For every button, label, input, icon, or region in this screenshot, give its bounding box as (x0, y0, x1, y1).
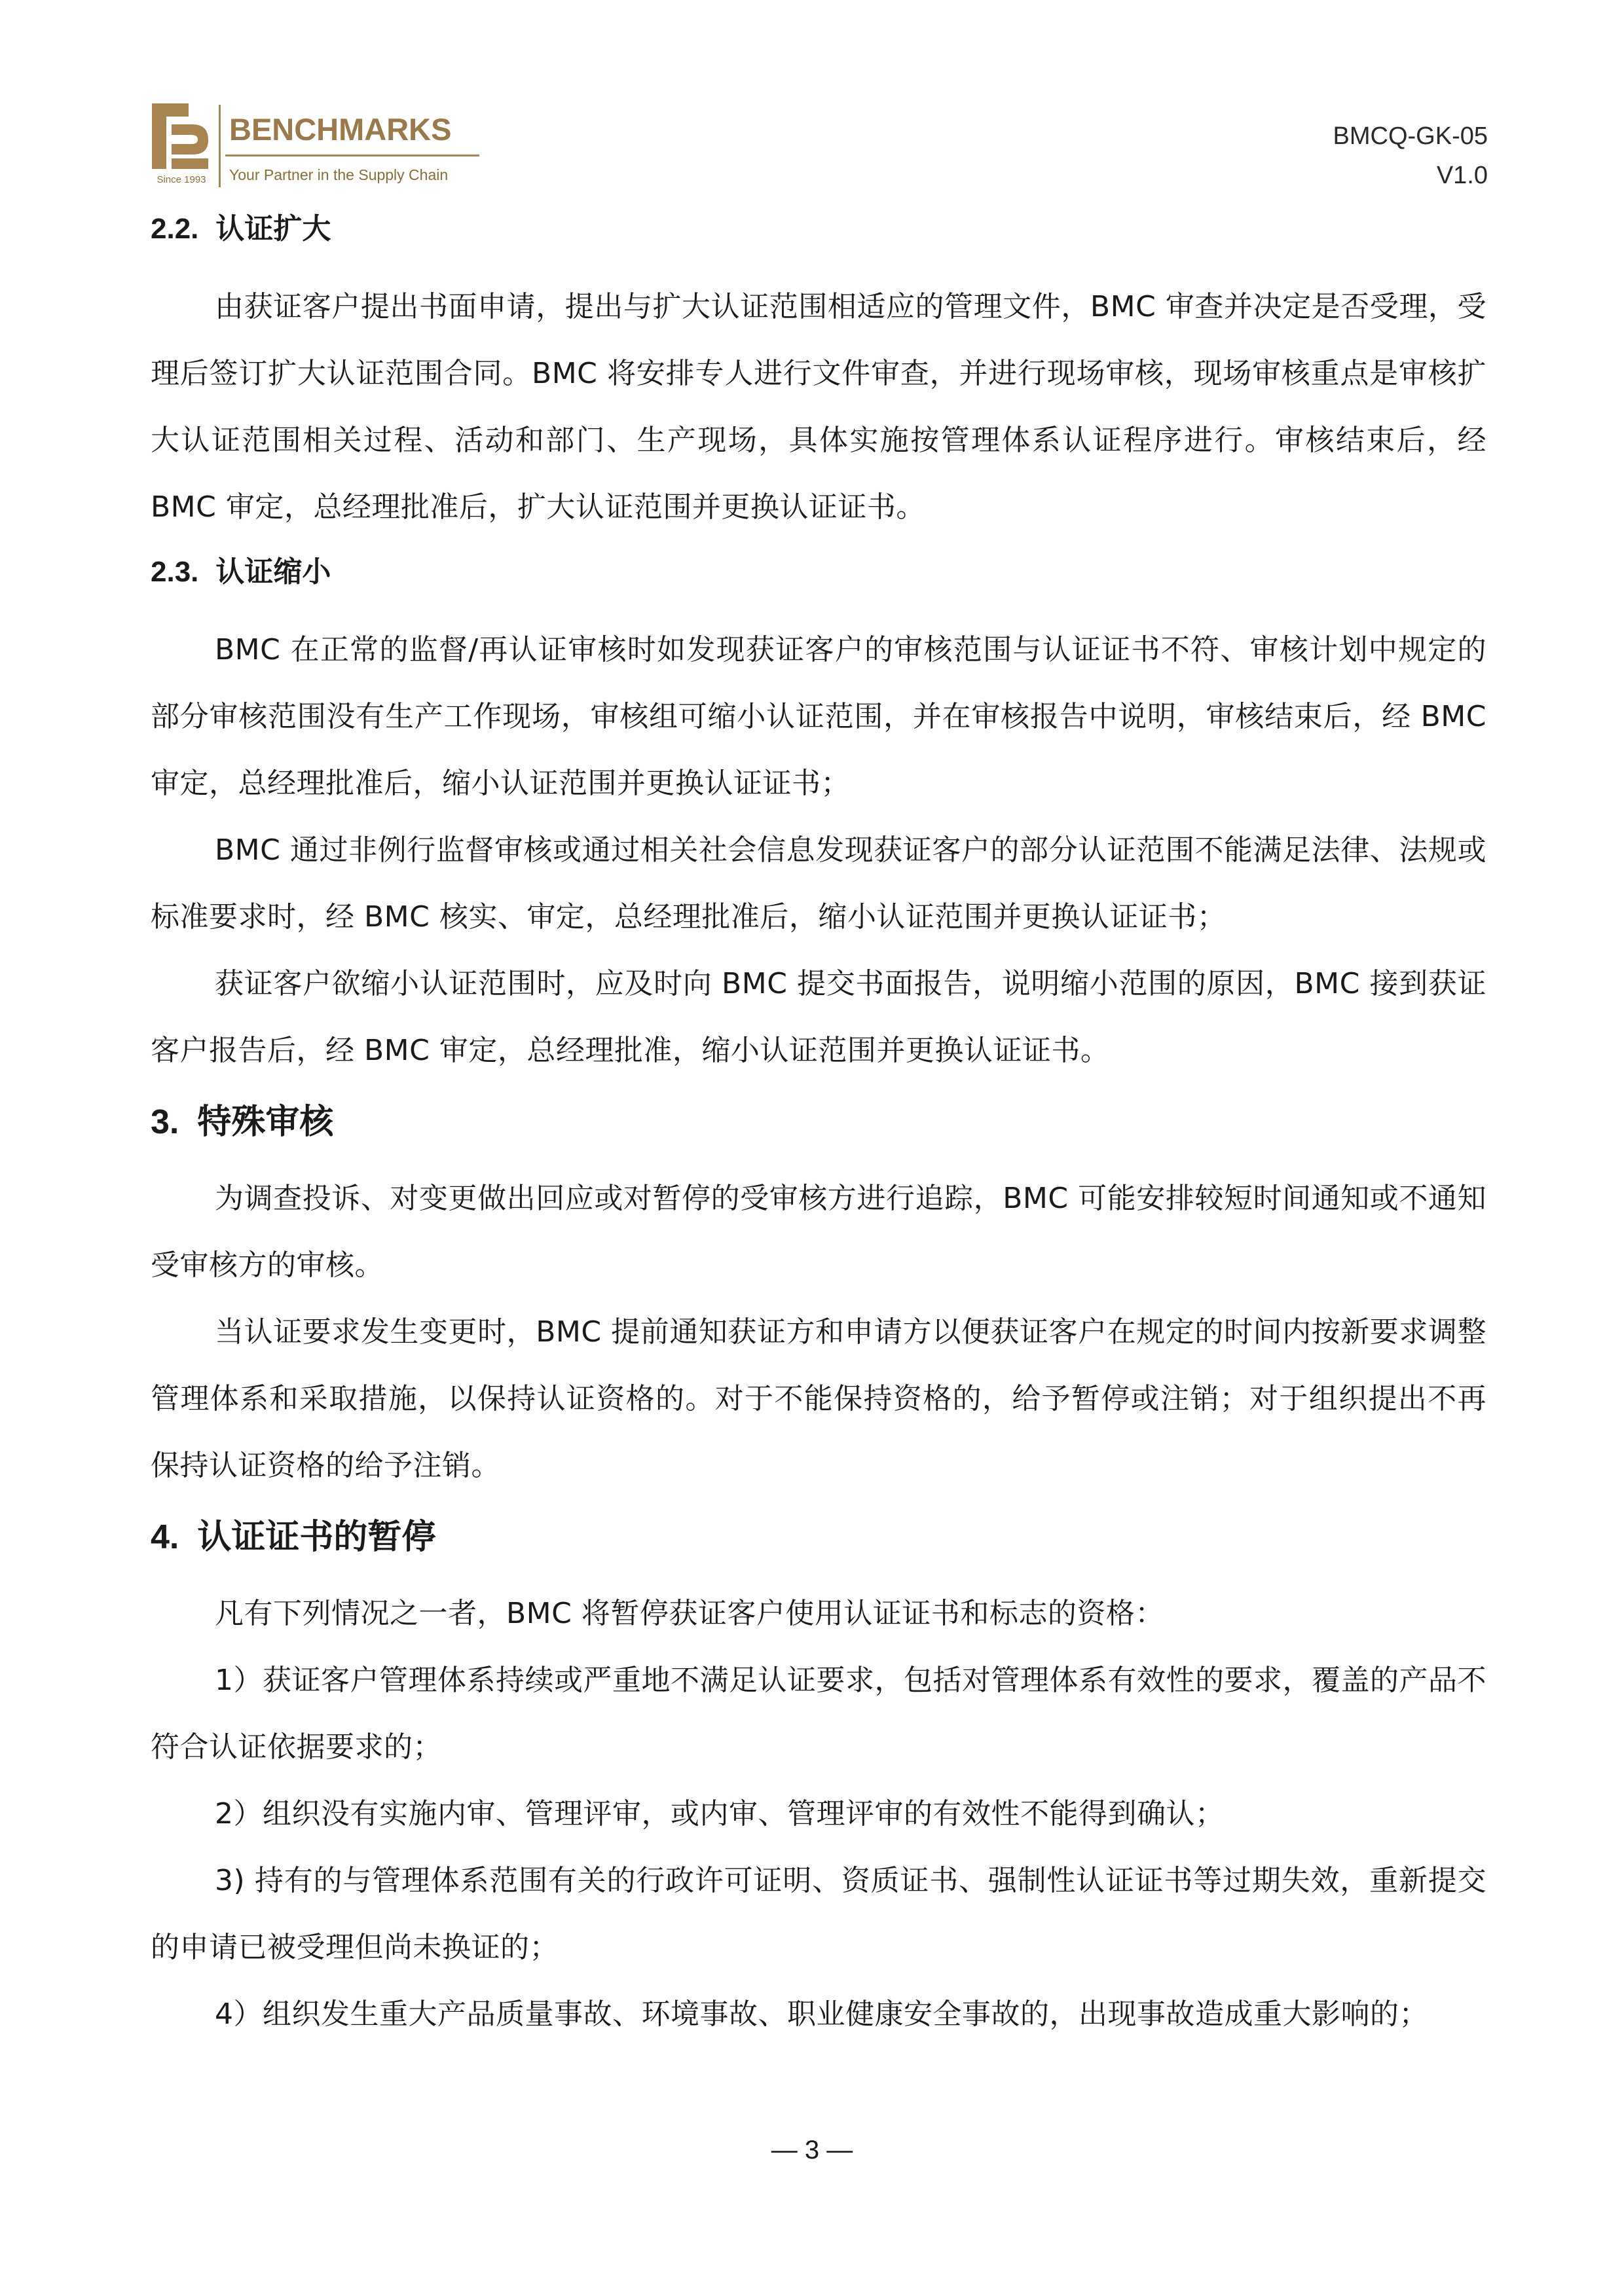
section-number: 4. (151, 1518, 179, 1556)
document-code-block (1333, 117, 1488, 195)
paragraph: 获证客户欲缩小认证范围时，应及时向 BMC 提交书面报告，说明缩小范围的原因，BMC 接到获证客户报告后，经 BMC 审定，总经理批准，缩小认证范围并更换认证证书。 (151, 967, 1486, 1067)
logo-since-text: Since 1993 (157, 174, 206, 185)
logo-name: BENCHMARKS (229, 112, 452, 147)
logo-rule (225, 155, 479, 156)
logo-tagline: Your Partner in the Supply Chain (229, 166, 449, 183)
list-item: 3) 持有的与管理体系范围有关的行政许可证明、资质证书、强制性认证证书等过期失效，重新提交的申请已被受理但尚未换证的； (151, 1864, 1486, 1964)
section-heading-2-2 (151, 210, 1486, 249)
list-item: 2）组织没有实施内审、管理评审，或内审、管理评审的有效性不能得到确认； (215, 1797, 1225, 1831)
section-heading-4 (151, 1514, 1486, 1561)
document-code: BMCQ-GK-05 (1333, 122, 1488, 150)
section-title: 认证缩小 (215, 555, 331, 589)
document-body (151, 210, 1486, 2048)
company-logo (152, 103, 479, 189)
list-item: 1）获证客户管理体系持续或严重地不满足认证要求，包括对管理体系有效性的要求，覆盖的产品不符合认证依据要求的； (151, 1664, 1486, 1764)
paragraph: 当认证要求发生变更时，BMC 提前通知获证方和申请方以便获证客户在规定的时间内按新要求调整管理体系和采取措施，以保持认证资格的。对于不能保持资格的，给予暂停或注销；对于组织提出不再保持认证资格的给予注销。 (151, 1315, 1486, 1482)
paragraph: BMC 通过非例行监督审核或通过相关社会信息发现获证客户的部分认证范围不能满足法律、法规或标准要求时，经 BMC 核实、审定，总经理批准后，缩小认证范围并更换认证证书； (151, 833, 1486, 934)
paragraph: BMC 在正常的监督/再认证审核时如发现获证客户的审核范围与认证证书不符、审核计划中规定的部分审核范围没有生产工作现场，审核组可缩小认证范围，并在审核报告中说明，审核结束后，经 BMC 审定，总经理批准后，缩小认证范围并更换认证证书； (151, 633, 1486, 800)
section-number: 2.2. (151, 213, 199, 245)
page-number: — 3 — (771, 2136, 853, 2164)
section-number: 3. (151, 1103, 179, 1141)
list-item: 4）组织发生重大产品质量事故、环境事故、职业健康安全事故的，出现事故造成重大影响的； (215, 1997, 1428, 2031)
logo-separator (219, 105, 221, 187)
section-title: 特殊审核 (197, 1102, 334, 1142)
section-heading-2-3 (151, 553, 1486, 592)
document-version: V1.0 (1436, 162, 1488, 189)
paragraph: 由获证客户提出书面申请，提出与扩大认证范围相适应的管理文件，BMC 审查并决定是否受理，受理后签订扩大认证范围合同。BMC 将安排专人进行文件审查，并进行现场审核，现场审核重点是审核扩大认证范围相关过程、活动和部门、生产现场，具体实施按管理体系认证程序进行。审核结束后，经 BMC 审定，总经理批准后，扩大认证范围并更换认证证书。 (151, 290, 1486, 524)
paragraph: 凡有下列情况之一者，BMC 将暂停获证客户使用认证证书和标志的资格： (215, 1597, 1164, 1630)
section-heading-3 (151, 1099, 1486, 1146)
benchmarks-logo-icon (152, 103, 211, 169)
paragraph: 为调查投诉、对变更做出回应或对暂停的受审核方进行追踪，BMC 可能安排较短时间通知或不通知受审核方的审核。 (151, 1182, 1486, 1282)
section-title: 认证证书的暂停 (197, 1518, 436, 1557)
section-title: 认证扩大 (215, 212, 331, 246)
section-number: 2.3. (151, 556, 199, 588)
